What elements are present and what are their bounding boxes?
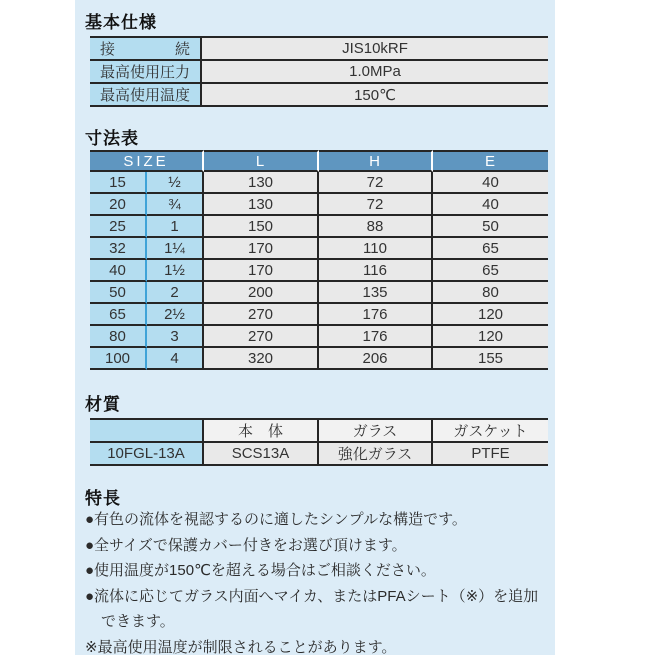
table-row (90, 348, 548, 370)
table-row (90, 216, 548, 238)
size-dn: 40 (90, 260, 147, 282)
feature-item: ●使用温度が150℃を超える場合はご相談ください。 (85, 562, 436, 579)
material-glass: 強化ガラス (319, 443, 433, 466)
dim-l: 270 (204, 326, 319, 348)
size-inch: 1 (147, 216, 204, 238)
col-header-gasket: ガスケット (433, 418, 548, 443)
size-dn: 65 (90, 304, 147, 326)
feature-list (85, 507, 551, 660)
dim-l: 170 (204, 260, 319, 282)
dim-l: 130 (204, 194, 319, 216)
dim-l: 270 (204, 304, 319, 326)
section-heading-dimensions: 寸法表 (85, 129, 139, 148)
feature-item: ●全サイズで保護カバー付きをお選び頂けます。 (85, 536, 407, 554)
dim-e: 50 (433, 216, 548, 238)
size-dn: 32 (90, 238, 147, 260)
dim-h: 176 (319, 304, 433, 326)
size-inch: 2½ (147, 304, 204, 326)
spec-label-connection: 接 続 (90, 36, 202, 61)
table-row (90, 260, 548, 282)
dim-e: 80 (433, 282, 548, 304)
col-header-size: SIZE (90, 150, 204, 172)
material-body: SCS13A (204, 443, 319, 466)
dim-e: 40 (433, 194, 548, 216)
table-header-row (90, 150, 548, 172)
material-table (90, 418, 548, 466)
dim-e: 65 (433, 260, 548, 282)
size-dn: 50 (90, 282, 147, 304)
size-inch: 3 (147, 326, 204, 348)
spec-label-max-pressure: 最高使用圧力 (90, 61, 202, 84)
col-header-h: H (319, 150, 433, 172)
feature-item: ●流体に応じてガラス内面へマイカ、またはPFAシート（※）を追加できます。 (85, 587, 539, 630)
table-row (90, 282, 548, 304)
size-dn: 25 (90, 216, 147, 238)
basic-spec-table (90, 36, 548, 107)
spec-value-connection: JIS10kRF (202, 36, 548, 61)
section-heading-basic-spec: 基本仕様 (85, 13, 157, 32)
dim-l: 130 (204, 172, 319, 194)
col-header-body: 本 体 (204, 418, 319, 443)
dim-h: 135 (319, 282, 433, 304)
size-inch: 1½ (147, 260, 204, 282)
table-header-row (90, 418, 548, 443)
table-row (90, 194, 548, 216)
table-row (90, 304, 548, 326)
size-dn: 100 (90, 348, 147, 370)
dim-l: 320 (204, 348, 319, 370)
table-row (90, 172, 548, 194)
size-inch: 4 (147, 348, 204, 370)
size-inch: 1¼ (147, 238, 204, 260)
table-row (90, 36, 548, 61)
table-row (90, 84, 548, 107)
dim-h: 72 (319, 172, 433, 194)
size-inch: ¾ (147, 194, 204, 216)
dim-h: 176 (319, 326, 433, 348)
table-row (90, 326, 548, 348)
spec-value-max-pressure: 1.0MPa (202, 61, 548, 84)
size-dn: 15 (90, 172, 147, 194)
size-inch: ½ (147, 172, 204, 194)
spec-label-max-temperature: 最高使用温度 (90, 84, 202, 107)
dim-l: 150 (204, 216, 319, 238)
dim-h: 116 (319, 260, 433, 282)
dim-l: 200 (204, 282, 319, 304)
dim-h: 88 (319, 216, 433, 238)
dim-l: 170 (204, 238, 319, 260)
dim-h: 206 (319, 348, 433, 370)
size-dn: 20 (90, 194, 147, 216)
col-header-glass: ガラス (319, 418, 433, 443)
size-dn: 80 (90, 326, 147, 348)
spec-value-max-temperature: 150℃ (202, 84, 548, 107)
table-row (90, 443, 548, 466)
feature-item: ●有色の流体を視認するのに適したシンプルな構造です。 (85, 511, 467, 528)
model-number: 10FGL-13A (90, 443, 204, 466)
table-row (90, 238, 548, 260)
spec-sheet-panel (75, 0, 555, 655)
section-heading-features: 特長 (85, 489, 121, 508)
table-row (90, 61, 548, 84)
feature-note: ※最高使用温度が制限されることがあります。 (85, 638, 397, 656)
material-gasket: PTFE (433, 443, 548, 466)
dim-e: 40 (433, 172, 548, 194)
dim-h: 72 (319, 194, 433, 216)
dimension-table (90, 150, 548, 370)
col-header-e: E (433, 150, 548, 172)
col-header-l: L (204, 150, 319, 172)
dim-e: 120 (433, 304, 548, 326)
dim-e: 155 (433, 348, 548, 370)
dim-h: 110 (319, 238, 433, 260)
section-heading-material: 材質 (85, 395, 121, 414)
corner-cell (90, 418, 204, 443)
size-inch: 2 (147, 282, 204, 304)
dim-e: 65 (433, 238, 548, 260)
dim-e: 120 (433, 326, 548, 348)
